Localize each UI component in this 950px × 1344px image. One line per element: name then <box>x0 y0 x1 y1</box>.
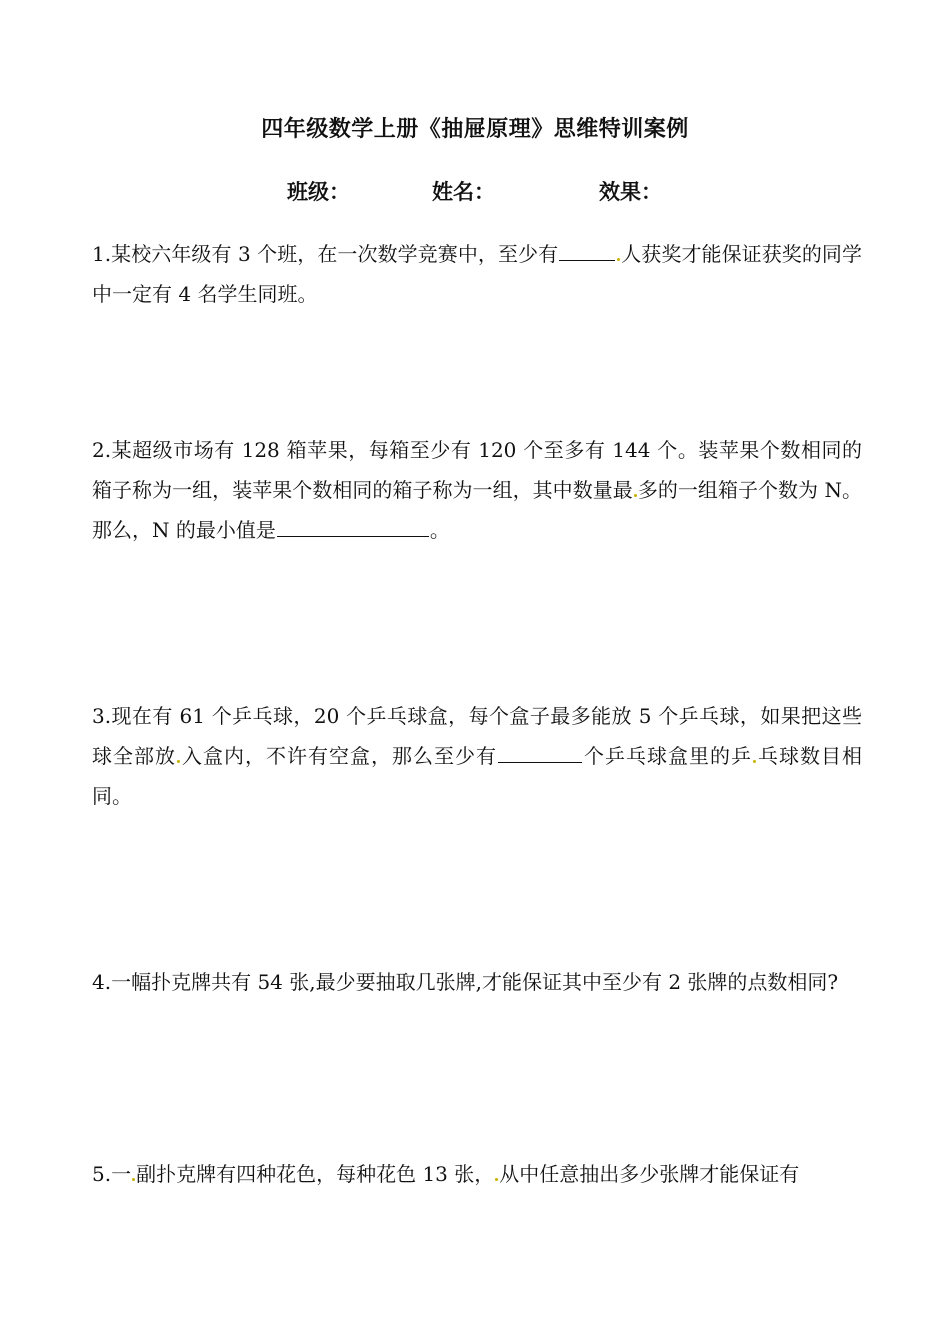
marker-dot <box>177 760 180 763</box>
question-1-answer-blank[interactable] <box>559 236 615 261</box>
question-3 <box>92 696 862 816</box>
name-label: 姓名： <box>432 179 495 204</box>
marker-dot <box>634 494 637 497</box>
question-1-text-a: 1.某校六年级有 3 个班，在一次数学竞赛中，至少有 <box>92 242 559 266</box>
question-2 <box>92 430 862 550</box>
question-2-text-a: 2.某超级市场有 128 箱苹果，每箱至少有 120 个至多有 144 个。装苹果个数相同的箱子称为一组，装苹果个数相同的箱子称为一组，其中数量最 <box>92 438 862 502</box>
marker-dot <box>495 1178 498 1181</box>
question-5-text-a: 5.一 <box>92 1162 132 1186</box>
class-label: 班级： <box>287 179 350 204</box>
result-label: 效果： <box>599 179 662 204</box>
worksheet-title: 四年级数学上册《抽屉原理》思维特训案例 <box>261 116 689 142</box>
question-1-text-b: 人获奖才能保证获奖的同学中一定有 4 名学生同班。 <box>92 242 862 306</box>
question-1 <box>92 234 862 314</box>
question-3-text-d: 乓球数目相同。 <box>92 744 862 808</box>
marker-dot <box>132 1178 135 1181</box>
marker-dot <box>753 760 756 763</box>
question-2-text-c: 。 <box>429 518 450 542</box>
question-4 <box>92 962 862 1002</box>
question-2-answer-blank[interactable] <box>277 512 429 537</box>
question-3-text-a: 3.现在有 61 个乒乓球，20 个乒乓球盒，每个盒子最多能放 5 个乒乓球，如果把这些球全部放 <box>92 704 862 768</box>
question-4-text: 4.一幅扑克牌共有 54 张,最少要抽取几张牌,才能保证其中至少有 2 张牌的点数相同? <box>92 970 839 994</box>
question-2-text-b: 多的一组箱子个数为 N。那么，N 的最小值是 <box>92 478 863 542</box>
question-5-text-c: 从中任意抽出多少张牌才能保证有 <box>499 1162 800 1186</box>
question-3-text-c: 个乒乓球盒里的乒 <box>583 744 752 768</box>
question-3-answer-blank[interactable] <box>498 738 582 763</box>
question-5 <box>92 1154 862 1194</box>
question-3-text-b: 入盒内，不许有空盒，那么至少有 <box>181 744 497 768</box>
marker-dot <box>617 258 620 261</box>
question-5-text-b: 副扑克牌有四种花色，每种花色 13 张， <box>136 1162 495 1186</box>
